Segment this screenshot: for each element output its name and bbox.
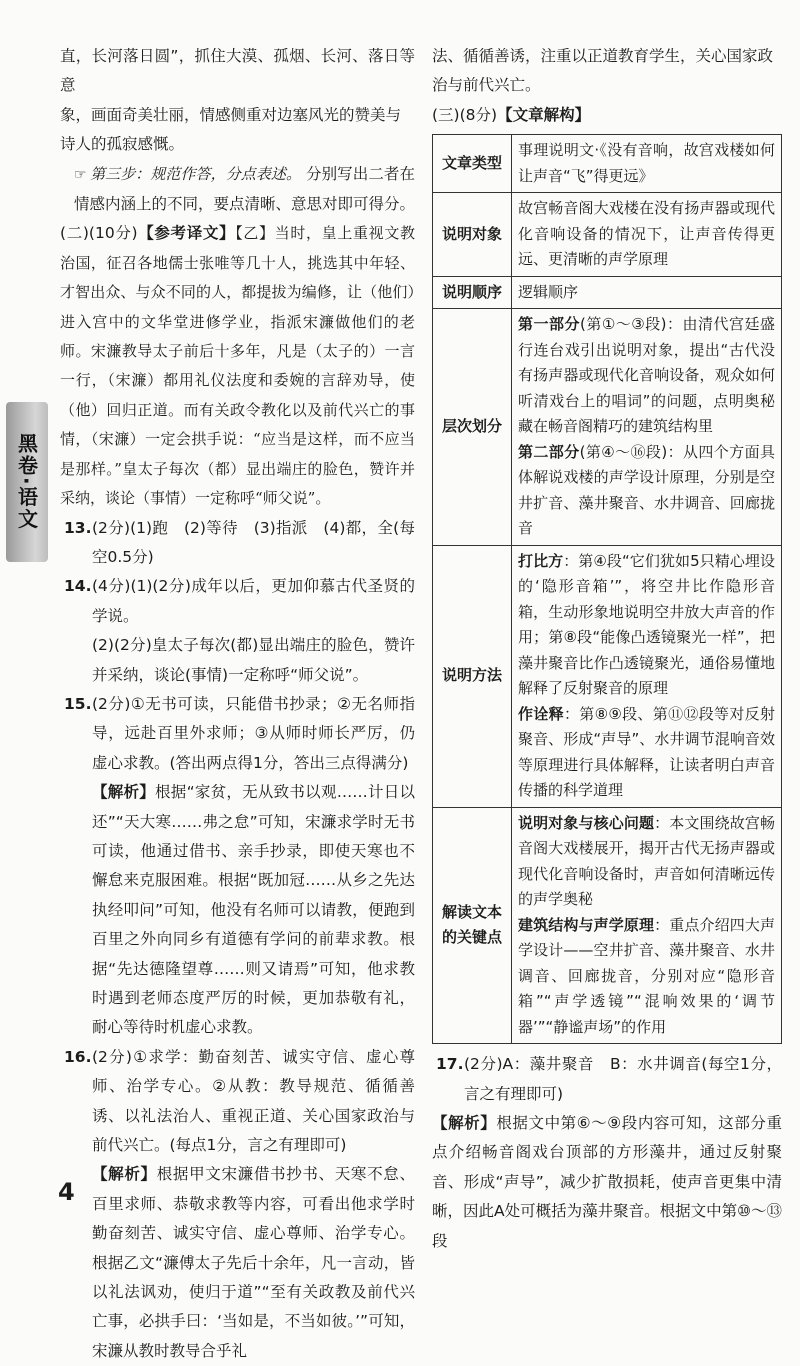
q16-analysis-text: 根据甲文宋濂借书抄书、天寒不怠、百里求师、恭敬求教等内容，可看出他求学时勤奋刻苦、诚实守信、虚心尊师、治学专心。根据乙文“濂傅太子先后十余年，凡一言动，皆以礼法讽劝，使归于道”“至有关政教及前代兴亡事，必拱手曰：‘当如是，不当如彼。’”可知，宋濂从教时教导合乎礼 [92,1165,415,1360]
q13-number: 13. [64,518,92,537]
pointing-hand-icon: ☞ [74,166,87,183]
keypoint-1 [518,811,775,913]
step3-paragraph [60,160,415,220]
q16-answer: (2分)①求学：勤奋刻苦、诚实守信、虚心尊师、治学专心。②从教：教导规范、循循善诱、以礼法治人、重视正道、关心国家政治与前代兴亡。(每点1分，言之有理即可) [92,1047,415,1155]
row-value-object: 故宫畅音阁大戏楼在没有扬声器或现代化音响设备的情况下，让声音传得更远、更清晰的声学原理 [512,193,782,277]
keypoint-1-label: 说明对象与核心问题 [518,813,655,832]
q16-number: 16. [64,1047,92,1066]
q13 [60,514,415,573]
q14 [60,572,415,631]
q17 [432,1050,782,1109]
q16-analysis-tag: 【解析】 [92,1165,157,1184]
row-key-levels: 层次划分 [433,309,512,546]
row-value-type: 事理说明文·《没有音响，故宫戏楼如何让声音“飞”得更远》 [512,135,782,193]
q14-number: 14. [64,577,92,596]
section3-header: (三)(8分) [432,105,498,124]
row-key-object: 说明对象 [433,193,512,277]
q17-answer: (2分)A：藻井聚音 B：水井调音(每空1分，言之有理即可) [464,1055,782,1103]
row-value-methods [512,545,782,807]
row-key-keypoints: 解读文本的关键点 [433,807,512,1044]
row-value-levels [512,309,782,546]
q14-answer-1: (4分)(1)(2分)成年以后，更加仰慕古代圣贤的学说。 [92,577,415,625]
step3-label: 第三步：规范作答，分点表述。 [90,164,302,183]
side-tab-label: 黑卷·语文 [14,433,39,531]
row-key-type: 文章类型 [433,135,512,193]
q17-analysis-tag: 【解析】 [432,1114,497,1133]
article-structure-table [432,134,782,1044]
section3-tag: 【文章解构】 [497,105,591,124]
subject-side-tab [6,402,48,562]
left-column [60,42,415,1366]
table-row [433,309,782,546]
method-1-text: ：第④段“它们犹如5只精心埋设的‘隐形音箱’”，将空井比作隐形音箱，生动形象地说明空井放大声音的作用；第⑧段“能像凸透镜聚光一样”，把藻井聚音比作凸透镜聚光，通俗易懂地解释了反射聚音的原理 [518,551,775,698]
table-row [433,807,782,1044]
intro-line-1: 直，长河落日圆”，抓住大漠、孤烟、长河、落日等意 [60,47,415,95]
intro-line-2: 象，画面奇美壮丽，情感侧重对边塞风光的赞美与 [60,105,402,124]
q16 [60,1043,415,1161]
q15 [60,690,415,778]
keypoint-1-text: ：本文围绕故宫畅音阁大戏楼展开，揭开古代无扬声器或现代化音响设备时，声音如何清晰远传的声学奥秘 [518,813,775,909]
section2-translation: 【乙】当时，皇上重视文教治国，征召各地儒士张唯等几十人，挑选其中年轻、才智出众、与众不同的人，都提拔为编修，让（他们）进入宫中的文华堂进修学业，指派宋濂做他们的老师。宋濂教导太子前后十多年，凡是（太子的）一言一行，（宋濂）都用礼仪法度和委婉的言辞劝导，使（他）回归正道。而有关政令教化以及前代兴亡的事情，（宋濂）一定会拱手说：“应当是这样，而不应当是那样。”皇太子每次（都）显出端庄的脸色，赞许并采纳，谈论（事情）一定称呼“师父说”。 [60,224,415,508]
table-row [433,545,782,807]
part2-label: 第二部分 [518,442,580,461]
right-column [432,42,782,1256]
row-key-order: 说明顺序 [433,276,512,309]
q14-answer-2: (2)(2分)皇太子每次(都)显出端庄的脸色，赞许并采纳，谈论(事情)一定称呼“师父说”。 [92,636,415,684]
method-1 [518,549,775,702]
method-2-text: ：第⑧⑨段、第⑪⑫段等对反射聚音、形成“声导”、水井调节混响音效等原理进行具体解释，让读者明白声音传播的科学道理 [518,704,775,800]
table-row [433,135,782,193]
q16-analysis [60,1160,415,1366]
section2-tag: 【参考译文】 [137,224,236,243]
row-value-keypoints [512,807,782,1044]
q17-analysis-text: 根据文中第⑥～⑨段内容可知，这部分重点介绍畅音阁戏台顶部的方形藻井，通过反射聚音、形成“声导”，减少扩散损耗，使声音更集中清晰，因此A处可概括为藻井聚音。根据文中第⑩～⑬段 [432,1114,783,1250]
section2-paragraph [60,219,415,513]
q15-analysis [60,778,415,1043]
part1-text: (第①～③段)：由清代宫廷盛行连台戏引出说明对象，提出“古代没有扬声器或现代化音响设备，观众如何听清戏台上的唱词”的问题，点明奥秘藏在畅音阁精巧的建筑结构里 [518,315,775,436]
step3-text: 分别写出二者在情感内涵上的不同，要点清晰、意思对即可得分。 [74,164,416,214]
page-number: 4 [58,1178,75,1206]
part2-text: (第④～⑯段)：从四个方面具体解说戏楼的声学设计原理，分别是空井扩音、藻井聚音、水井调音、回廊拢音 [518,442,775,538]
q15-analysis-text: 根据“家贫，无从致书以观……计日以还”“天大寒……弗之怠”可知，宋濂求学时无书可读，他通过借书、亲手抄录，即使天寒也不懈怠来克服困难。根据“既加冠……从乡之先达执经叩问”可知，他没有名师可以请教，便跑到百里之外向同乡有道德有学问的前辈求教。根据“先达德隆望尊……则又请焉”可知，他求教时遇到老师态度严厉的时候，更加恭敬有礼，耐心等待时机虚心求教。 [92,783,415,1037]
keypoint-2-label: 建筑结构与声学原理 [518,915,655,934]
cont-line-1: 法、循循善诱，注重以正道教育学生，关心国家政 [432,47,774,65]
section2-header: (二)(10分) [60,224,138,243]
part1-label: 第一部分 [518,315,580,334]
keypoint-2-text: ：重点介绍四大声学设计——空井扩音、藻井聚音、水井调音、回廊拢音，分别对应“隐形音箱”“声学透镜”“混响效果的‘调节器’”“静谧声场”的作用 [518,915,775,1036]
keypoint-2 [518,913,775,1041]
q13-answer: (2分)(1)跑 (2)等待 (3)指派 (4)都，全(每空0.5分) [92,518,415,566]
q17-analysis [432,1109,782,1256]
method-2 [518,702,775,804]
part2 [518,440,775,542]
q15-answer: (2分)①无书可读，只能借书抄录；②无名师指导，远赴百里外求师；③从师时师长严厉，仍虚心求教。(答出两点得1分，答出三点得满分) [92,694,415,772]
method-2-label: 作诠释 [518,704,564,723]
table-row [433,193,782,277]
part1 [518,312,775,440]
row-value-order: 逻辑顺序 [512,276,782,309]
row-key-methods: 说明方法 [433,545,512,807]
section3-heading [432,101,782,130]
intro-line-3: 诗人的孤寂感慨。 [60,135,185,154]
cont-line-2: 治与前代兴亡。 [432,76,541,95]
q15-analysis-tag: 【解析】 [92,783,156,802]
method-1-label: 打比方 [518,551,564,570]
table-row [433,276,782,309]
q17-number: 17. [436,1055,464,1074]
q15-number: 15. [64,694,92,713]
